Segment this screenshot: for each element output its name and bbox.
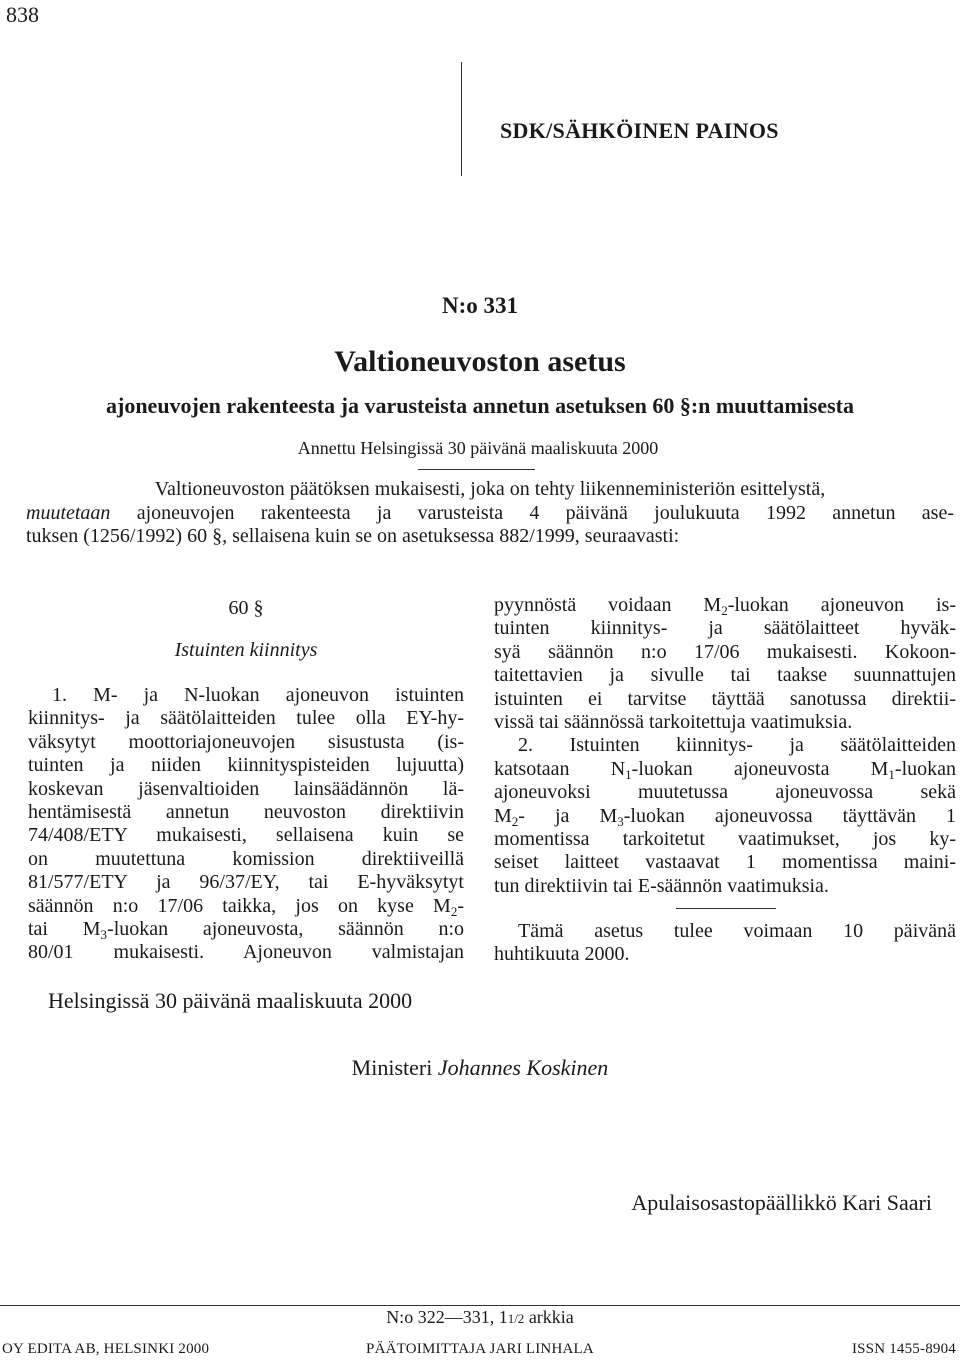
footer-divider: [0, 1305, 960, 1306]
header-divider: [461, 62, 462, 176]
paragraph-line: 80/01 mukaisesti. Ajoneuvon valmistajan: [28, 941, 464, 964]
paragraph-line: seiset laitteet vastaavat 1 momentissa maini-: [494, 851, 956, 874]
edition-label: SDK/SÄHKÖINEN PAINOS: [500, 118, 779, 143]
paragraph-line: vissä tai säännössä tarkoitettuja vaatimuksia.: [494, 710, 853, 733]
footer-issn: ISSN 1455-8904: [851, 1341, 956, 1357]
paragraph-line: väksytyt moottoriajoneuvojen sisustusta (is-: [28, 730, 464, 753]
paragraph-line: huhtikuuta 2000.: [494, 943, 630, 966]
paragraph-line: $M_2-$ ja $M_3$-luokan ajoneuvossa täyttävän 1: [494, 804, 956, 829]
paragraph-line: Tämä asetus tulee voimaan 10 päivänä: [518, 920, 956, 942]
right-column: [494, 594, 956, 898]
footer-imprint: [0, 1341, 960, 1361]
paragraph-line: kiinnitys- ja säätölaitteiden tulee olla EY-hy-: [28, 707, 464, 730]
preamble-verb: muutetaan: [26, 501, 111, 524]
paragraph-line: ajoneuvoksi muutetussa ajoneuvossa sekä: [494, 781, 956, 804]
preamble-line: muutetaan ajoneuvojen rakenteesta ja varusteista 4 päivänä joulukuuta 1992 annetun ase-: [26, 501, 954, 524]
minister-role: Ministeri: [351, 1055, 433, 1080]
paragraph-line: momentissa tarkoitetut vaatimukset, jos ky-: [494, 827, 956, 850]
title-separator: [418, 469, 535, 470]
batch-fraction: 1/2: [507, 1311, 525, 1326]
paragraph-line: tuinten kiinnitys- ja säätölaitteet hyväk-: [494, 617, 956, 640]
page-number: 838: [6, 2, 39, 27]
minister-signature: [0, 1055, 960, 1081]
paragraph-line: syä säännön n:o 17/06 mukaisesti. Kokoon-: [494, 640, 956, 663]
paragraph-line: tai $M_3$-luokan ajoneuvosta, säännön n:o: [28, 917, 464, 942]
preamble: [26, 478, 954, 549]
entry-into-force: [494, 920, 956, 967]
paragraph-line: 1. M- ja N-luokan ajoneuvon istuinten: [52, 684, 464, 706]
document-number: N:o 331: [441, 293, 519, 318]
given-date: Annettu Helsingissä 30 päivänä maaliskuuta 2000: [297, 438, 659, 458]
left-column: [28, 684, 464, 965]
document-title: Valtioneuvoston asetus: [334, 345, 626, 378]
paragraph-line: 81/577/ETY ja 96/37/EY, tai E-hyväksytyt: [28, 871, 464, 894]
footer-editor: PÄÄTOIMITTAJA JARI LINHALA: [366, 1341, 594, 1357]
paragraph-line: katsotaan $N_1$-luokan ajoneuvosta $M_1$-luokan: [494, 757, 956, 782]
section-number: 60 §: [228, 597, 264, 619]
place-date: Helsingissä 30 päivänä maaliskuuta 2000: [48, 988, 413, 1013]
paragraph-line: pyynnöstä voidaan $M_2$-luokan ajoneuvon is-: [494, 594, 956, 618]
paragraph-line: tuinten ja niiden kiinnityspisteiden lujuutta): [28, 754, 464, 777]
section-end-separator: [676, 908, 776, 909]
preamble-line: tuksen (1256/1992) 60 §, sellaisena kuin se on asetuksessa 882/1999, seuraavasti:: [26, 525, 680, 547]
footer-batch: N:o 322—331, 11/2 arkkia: [386, 1307, 574, 1327]
paragraph-line: koskevan jäsenvaltioiden lainsäädännön lä-: [28, 777, 464, 800]
paragraph-line: on muutettuna komission direktiiveillä: [28, 847, 464, 870]
paragraph-line: tun direktiivin tai E-säännön vaatimuksia.: [494, 874, 829, 897]
paragraph-line: säännön n:o 17/06 taikka, jos on kyse $M_2-$: [28, 894, 464, 919]
preamble-line: Valtioneuvoston päätöksen mukaisesti, joka on tehty liikenneministeriön esittelystä,: [154, 478, 826, 500]
official-signature: Apulaisosastopäällikkö Kari Saari: [631, 1190, 932, 1215]
paragraph-line: 2. Istuinten kiinnitys- ja säätölaitteiden: [518, 734, 956, 757]
paragraph-line: 74/408/ETY mukaisesti, sellaisena kuin se: [28, 824, 464, 847]
section-heading: Istuinten kiinnitys: [174, 639, 318, 661]
paragraph-line: taitettavien ja sivulle tai taakse suunnattujen: [494, 664, 956, 687]
paragraph-line: hentämisestä annetun neuvoston direktiivin: [28, 800, 464, 823]
paragraph-line: istuinten ei tarvitse täyttää sanotussa direktii-: [494, 687, 956, 710]
footer-publisher: OY EDITA AB, HELSINKI 2000: [2, 1341, 210, 1357]
document-subtitle: ajoneuvojen rakenteesta ja varusteista annetun asetuksen 60 §:n muuttamisesta: [106, 393, 854, 418]
minister-name: Johannes Koskinen: [437, 1055, 609, 1080]
